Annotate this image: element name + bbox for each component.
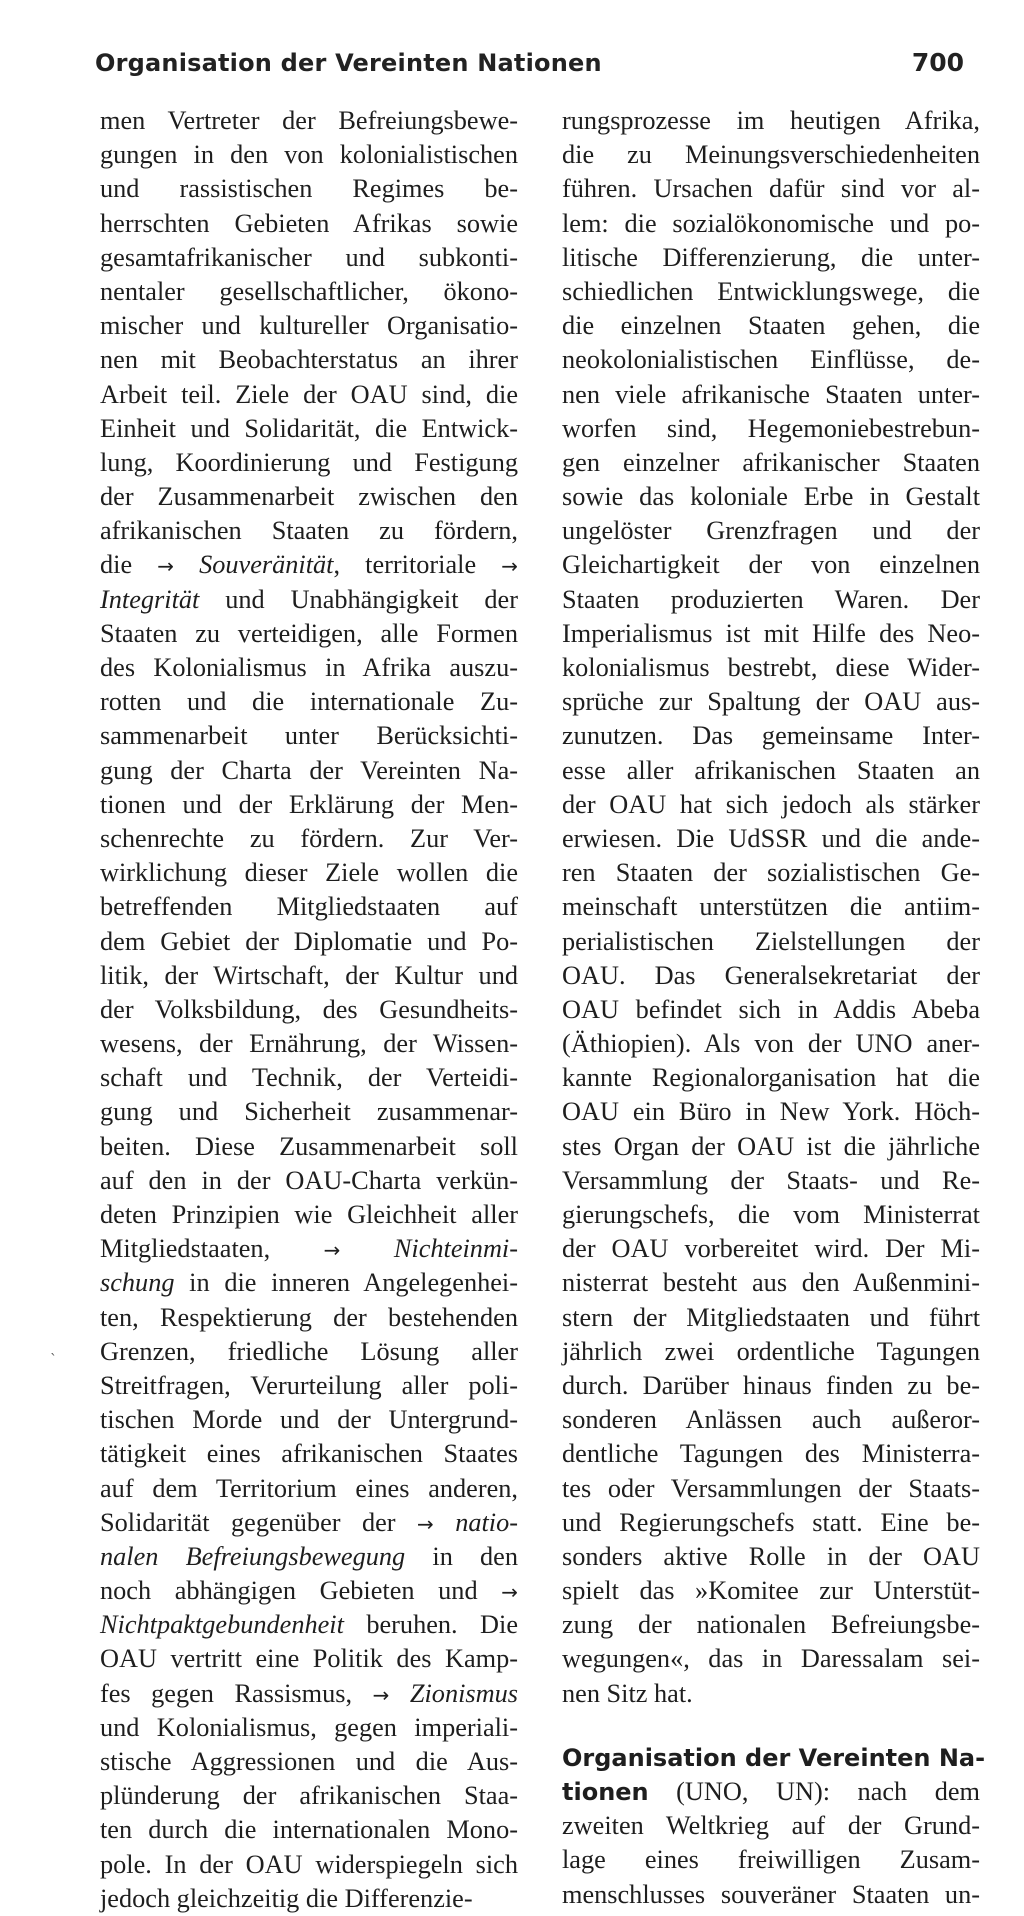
text-line: tes oder Versammlungen der Staats- [562,1473,980,1503]
text-line: und Kolonialismus, gegen imperiali- [100,1712,518,1742]
text-line: nentaler gesellschaftlicher, ökono- [100,276,518,306]
stray-mark: ˎ [50,1340,57,1356]
text-line: stern der Mitgliedstaaten und führt [562,1302,980,1332]
text-line: zung der nationalen Befreiungsbe- [562,1610,980,1640]
text-line: zweiten Weltkrieg auf der Grund- [562,1811,980,1841]
text-line: wesens, der Ernährung, der Wissen- [100,1029,518,1059]
text-line: zunutzen. Das gemeinsame Inter- [562,721,980,751]
text-line: nisterrat besteht aus den Außenmini- [562,1268,980,1298]
text-line: ten durch die internationalen Mono- [100,1815,518,1845]
text-line: gung und Sicherheit zusammenar- [100,1097,518,1127]
text-line: Arbeit teil. Ziele der OAU sind, die [100,379,518,409]
text-line: sonders aktive Rolle in der OAU [562,1541,980,1571]
cross-reference-term: Zionismus [389,1678,519,1708]
text-line: dentliche Tagungen des Ministerra- [562,1439,980,1469]
cross-reference-term: schung [100,1268,175,1298]
text-line: tätigkeit eines afrikanischen Staates [100,1439,518,1469]
text-line: auf den in der OAU-Charta verkün- [100,1165,518,1195]
text-line: Imperialismus ist mit Hilfe des Neo- [562,618,980,648]
text-line [100,1677,518,1711]
text-line: plünderung der afrikanischen Staa- [100,1781,518,1811]
text-line: ten, Respektierung der bestehenden [100,1302,518,1332]
text-line: schiedlichen Entwicklungswege, die [562,276,980,306]
text-line: sammenarbeit unter Berücksichti- [100,721,518,751]
text-line [100,1574,518,1608]
text-line: litische Differenzierung, die unter- [562,242,980,272]
text-line: kolonialismus bestrebt, diese Wider- [562,653,980,682]
cross-reference-term: Integrität [100,584,200,614]
text-line: die zu Meinungsverschiedenheiten [562,140,980,170]
text-segment: die [100,550,158,580]
text-line: auf dem Territorium eines anderen, [100,1473,518,1503]
text-line: esse aller afrikanischen Staaten an [562,755,980,785]
text-line: der Volksbildung, des Gesundheits- [100,994,518,1024]
cross-reference-arrow-icon: → [157,554,174,579]
text-line: OAU. Das Generalsekretariat der [562,960,980,990]
text-line [100,1232,518,1266]
text-segment: fes gegen Rassismus, [100,1678,373,1708]
text-segment: in den [405,1541,518,1571]
text-line: Grenzen, friedliche Lösung aller [100,1336,518,1366]
text-line: men Vertreter der Befreiungsbewe- [100,106,518,135]
text-line: Staaten zu verteidigen, alle Formen [100,618,518,648]
text-line: dem Gebiet der Diplomatie und Po- [100,926,518,956]
text-line: herrschten Gebieten Afrikas sowie [100,208,518,238]
text-segment: (UNO, UN): nach dem [648,1777,980,1806]
text-line: spielt das »Komitee zur Unterstüt- [562,1576,980,1606]
text-segment: Solidarität gegenüber der [100,1507,417,1537]
text-line: nen viele afrikanische Staaten unter- [562,379,980,409]
text-line: rotten und die internationale Zu- [100,687,518,717]
entry-title-line [562,1775,980,1809]
text-line: OAU ein Büro in New York. Höch- [562,1097,980,1127]
text-line: menschlusses souveräner Staaten un- [562,1879,980,1909]
text-line: erwiesen. Die UdSSR und die ande- [562,823,980,853]
text-line: perialistischen Zielstellungen der [562,926,980,956]
text-line: des Kolonialismus in Afrika auszu- [100,653,518,682]
text-line: Einheit und Solidarität, die Entwick- [100,413,518,443]
text-line: stische Aggressionen und die Aus- [100,1747,518,1776]
text-line: deten Prinzipien wie Gleichheit aller [100,1200,518,1229]
text-line: stes Organ der OAU ist die jährliche [562,1131,980,1161]
text-line: der OAU hat sich jedoch als stärker [562,789,980,819]
text-line: der Zusammenarbeit zwischen den [100,482,518,512]
text-line: gung der Charta der Vereinten Na- [100,755,518,785]
text-line: OAU befindet sich in Addis Abeba [562,994,980,1024]
text-line [100,1540,518,1574]
text-line: ren Staaten der sozialistischen Ge- [562,858,980,888]
text-line: führen. Ursachen dafür sind vor al- [562,174,980,204]
text-line: durch. Darüber hinaus finden zu be- [562,1370,980,1400]
text-line: Staaten produzierten Waren. Der [562,584,980,614]
text-line: Gleichartigkeit der von einzelnen [562,550,980,580]
text-line: schaft und Technik, der Verteidi- [100,1063,518,1093]
text-line: der OAU vorbereitet wird. Der Mi- [562,1234,980,1264]
right-column [562,104,986,1912]
cross-reference-arrow-icon: → [501,1580,518,1605]
text-line: (Äthiopien). Als von der UNO aner- [562,1029,980,1059]
text-line: worfen sind, Hegemoniebestrebun- [562,413,980,443]
entry-headword: tionen [562,1778,649,1806]
cross-reference-term: Nichtpaktgebundenheit [100,1610,344,1640]
text-line: wirklichung dieser Ziele wollen die [100,858,518,888]
text-line: rungsprozesse im heutigen Afrika, [562,106,980,135]
text-line [100,1506,518,1540]
text-line: sprüche zur Spaltung der OAU aus- [562,687,980,717]
text-line: Streitfragen, Verurteilung aller poli- [100,1370,518,1400]
text-line: tischen Morde und der Untergrund- [100,1405,518,1435]
entry-title-line [562,1741,986,1775]
entry-headword: Organisation der Vereinten Na- [562,1743,986,1772]
text-line: und Regierungschefs statt. Eine be- [562,1507,980,1537]
cross-reference-term: Nichteinmi- [340,1234,519,1264]
cross-reference-arrow-icon: → [372,1682,390,1707]
text-line: mischer und kultureller Organisatio- [100,311,518,341]
text-line: nen mit Beobachterstatus an ihrer [100,345,518,375]
text-line: und rassistischen Regimes be- [100,174,518,204]
text-line: meinschaft unterstützen die antiim- [562,892,980,922]
left-column [100,104,518,1916]
text-line: kannte Regionalorganisation hat die [562,1063,980,1093]
cross-reference-term: nalen Befreiungsbewegung [100,1541,406,1571]
cross-reference-arrow-icon: → [323,1238,341,1263]
text-line [100,1266,518,1300]
text-line: gungen in den von kolonialistischen [100,140,518,170]
text-line [100,1608,518,1642]
text-line: betreffenden Mitgliedstaaten auf [100,892,518,922]
text-line [100,548,518,582]
text-line: gesamtafrikanischer und subkonti- [100,242,518,272]
text-line: afrikanischen Staaten zu fördern, [100,516,518,546]
text-line: sowie das koloniale Erbe in Gestalt [562,482,980,512]
text-line: litik, der Wirtschaft, der Kultur und [100,960,518,990]
text-line: beiten. Diese Zusammenarbeit soll [100,1131,518,1161]
text-line: lage eines freiwilligen Zusam- [562,1845,980,1875]
text-line: gen einzelner afrikanischer Staaten [562,447,980,477]
cross-reference-term: natio- [433,1507,519,1537]
entry-gap [562,1711,980,1741]
text-segment: in die inneren Angelegenhei- [174,1268,518,1298]
text-line: OAU vertritt eine Politik des Kamp- [100,1644,518,1674]
text-line: lung, Koordinierung und Festigung [100,447,518,477]
text-line: jedoch gleichzeitig die Differenzie- [100,1883,473,1913]
text-segment: noch abhängigen Gebieten und [100,1576,502,1606]
text-line: neokolonialistischen Einflüsse, de- [562,345,980,375]
text-line: lem: die sozialökonomische und po- [562,208,980,238]
text-line: tionen und der Erklärung der Men- [100,789,518,819]
text-line: nen Sitz hat. [562,1678,693,1708]
text-line: ungelöster Grenzfragen und der [562,516,980,546]
cross-reference-arrow-icon: → [501,554,518,579]
text-line: pole. In der OAU widerspiegeln sich [100,1849,518,1879]
running-head: Organisation der Vereinten Nationen [95,49,602,77]
text-segment: und Unabhängigkeit der [199,584,518,614]
text-line: sonderen Anlässen auch außeror- [562,1405,980,1435]
page-number: 700 [911,48,964,77]
text-segment: Mitgliedstaaten, [100,1234,324,1264]
text-line: Versammlung der Staats- und Re- [562,1165,980,1195]
text-segment: beruhen. Die [343,1610,518,1640]
cross-reference-arrow-icon: → [416,1511,434,1536]
text-segment: , territoriale [333,550,502,580]
text-line: die einzelnen Staaten gehen, die [562,311,980,341]
page-header [95,48,964,88]
text-line: gierungschefs, die vom Ministerrat [562,1200,980,1229]
text-line [100,583,518,617]
cross-reference-term: Souveränität [174,550,334,580]
text-line: wegungen«, das in Daressalam sei- [562,1644,980,1674]
text-line: jährlich zwei ordentliche Tagungen [562,1336,980,1366]
text-line: schenrechte zu fördern. Zur Ver- [100,823,518,853]
